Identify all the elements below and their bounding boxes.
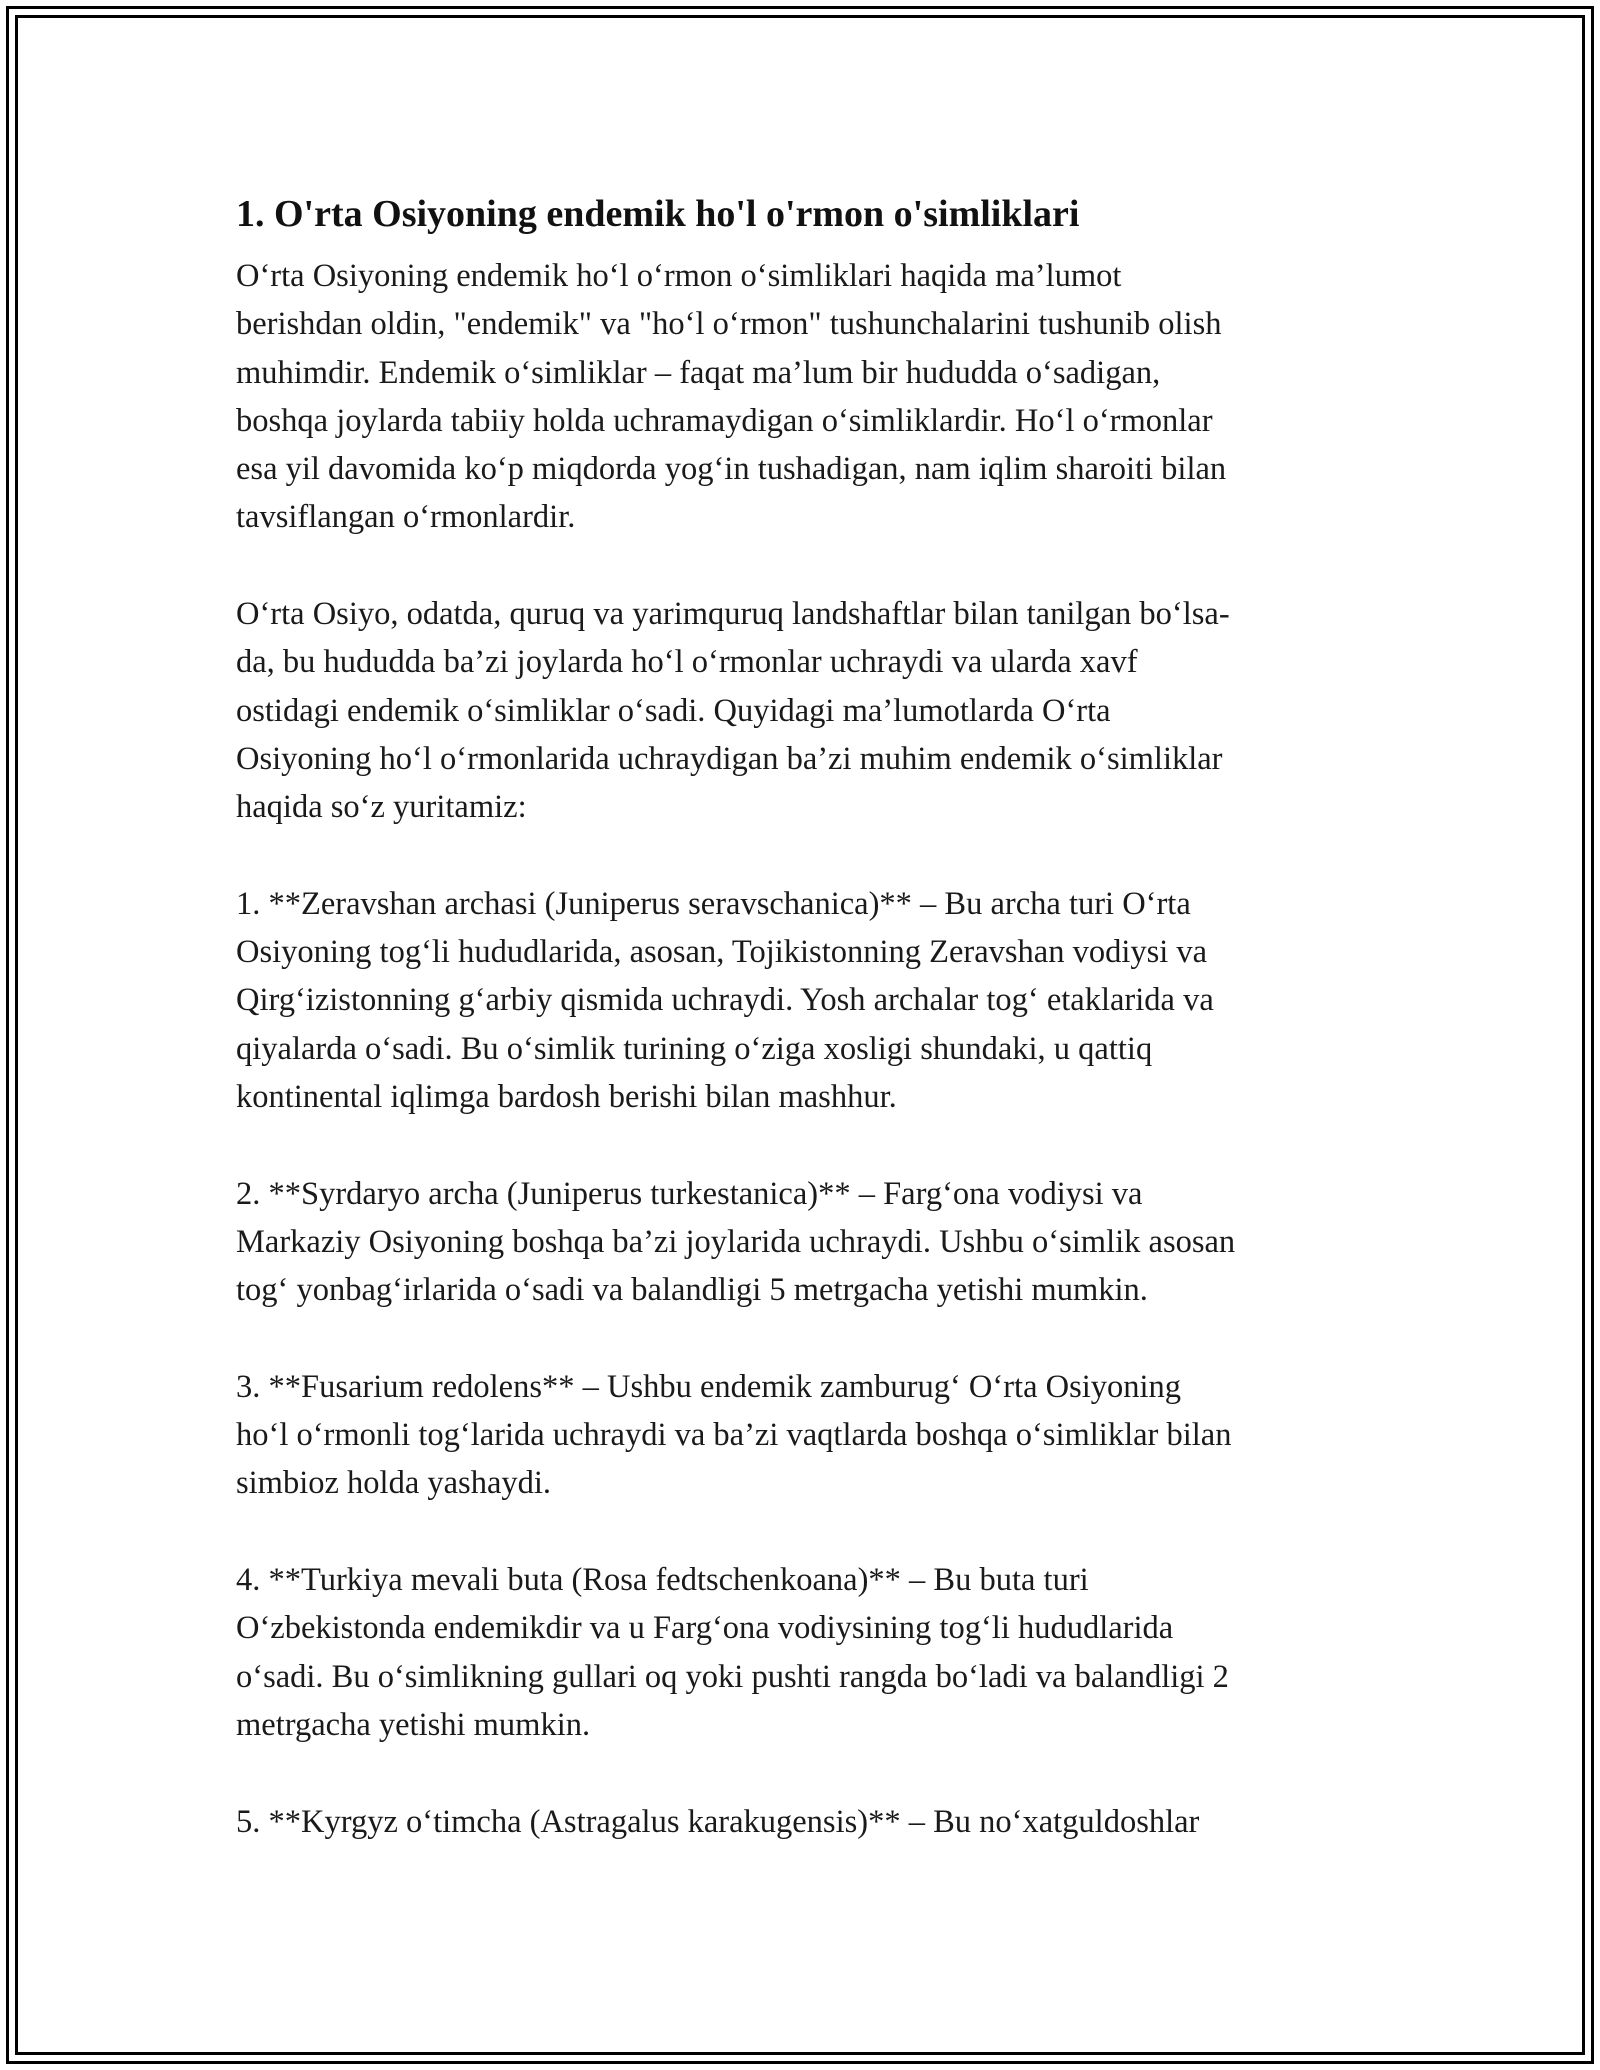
list-item-fusarium-redolens: 3. **Fusarium redolens** – Ushbu endemik zamburug‘ O‘rta Osiyoning ho‘l o‘rmonli tog‘larida uchraydi va ba’zi vaqtlarda boshqa o‘simliklar bilan simbioz holda yashaydi. bbox=[236, 1368, 1232, 1502]
paragraph-context: O‘rta Osiyo, odatda, quruq va yarimquruq landshaftlar bilan tanilgan bo‘lsa- da, bu hududda ba’zi joylarda ho‘l o‘rmonlar uchraydi va ularda xavf ostidagi endemik o‘simliklar o‘sadi. Quyidagi ma’lumotlarda O‘rta Osiyoning ho‘l o‘rmonlarida uchraydigan ba’zi muhim endemik o‘simliklar haqida so‘z yuritamiz: bbox=[236, 596, 1230, 826]
section-heading: 1. O'rta Osiyoning endemik ho'l o'rmon o'simliklari bbox=[236, 193, 1080, 235]
document-body bbox=[236, 188, 1376, 1894]
list-item-kyrgyz-otimcha: 5. **Kyrgyz o‘timcha (Astragalus karakugensis)** – Bu no‘xatguldoshlar bbox=[236, 1803, 1200, 1840]
paragraph-intro: O‘rta Osiyoning endemik ho‘l o‘rmon o‘simliklari haqida ma’lumot berishdan oldin, "endemik" va "ho‘l o‘rmon" tushunchalarini tushunib olish muhimdir. Endemik o‘simliklar – faqat ma’lum bir hududda o‘sadigan, boshqa joylarda tabiiy holda uchramaydigan o‘simliklardir. Ho‘l o‘rmonlar esa yil davomida ko‘p miqdorda yog‘in tushadigan, nam iqlim sharoiti bilan tavsiflangan o‘rmonlardir. bbox=[236, 258, 1227, 536]
list-item-zeravshan-archasi: 1. **Zeravshan archasi (Juniperus seravschanica)** – Bu archa turi O‘rta Osiyoning tog‘li hududlarida, asosan, Tojikistonning Zeravshan vodiysi va Qirg‘izistonning g‘arbiy qismida uchraydi. Yosh archalar tog‘ etaklarida va qiyalarda o‘sadi. Bu o‘simlik turining o‘ziga xosligi shundaki, u qattiq kontinental iqlimga bardosh berishi bilan mashhur. bbox=[236, 885, 1214, 1116]
list-item-syrdaryo-archa: 2. **Syrdaryo archa (Juniperus turkestanica)** – Farg‘ona vodiysi va Markaziy Osiyoning boshqa ba’zi joylarida uchraydi. Ushbu o‘simlik asosan tog‘ yonbag‘irlarida o‘sadi va balandligi 5 metrgacha yetishi mumkin. bbox=[236, 1175, 1236, 1309]
list-item-turkiya-mevali-buta: 4. **Turkiya mevali buta (Rosa fedtschenkoana)** – Bu buta turi O‘zbekistonda endemikdir va u Farg‘ona vodiysining tog‘li hududlarida o‘sadi. Bu o‘simlikning gullari oq yoki pushti rangda bo‘ladi va balandligi 2 metrgacha yetishi mumkin. bbox=[236, 1562, 1229, 1743]
